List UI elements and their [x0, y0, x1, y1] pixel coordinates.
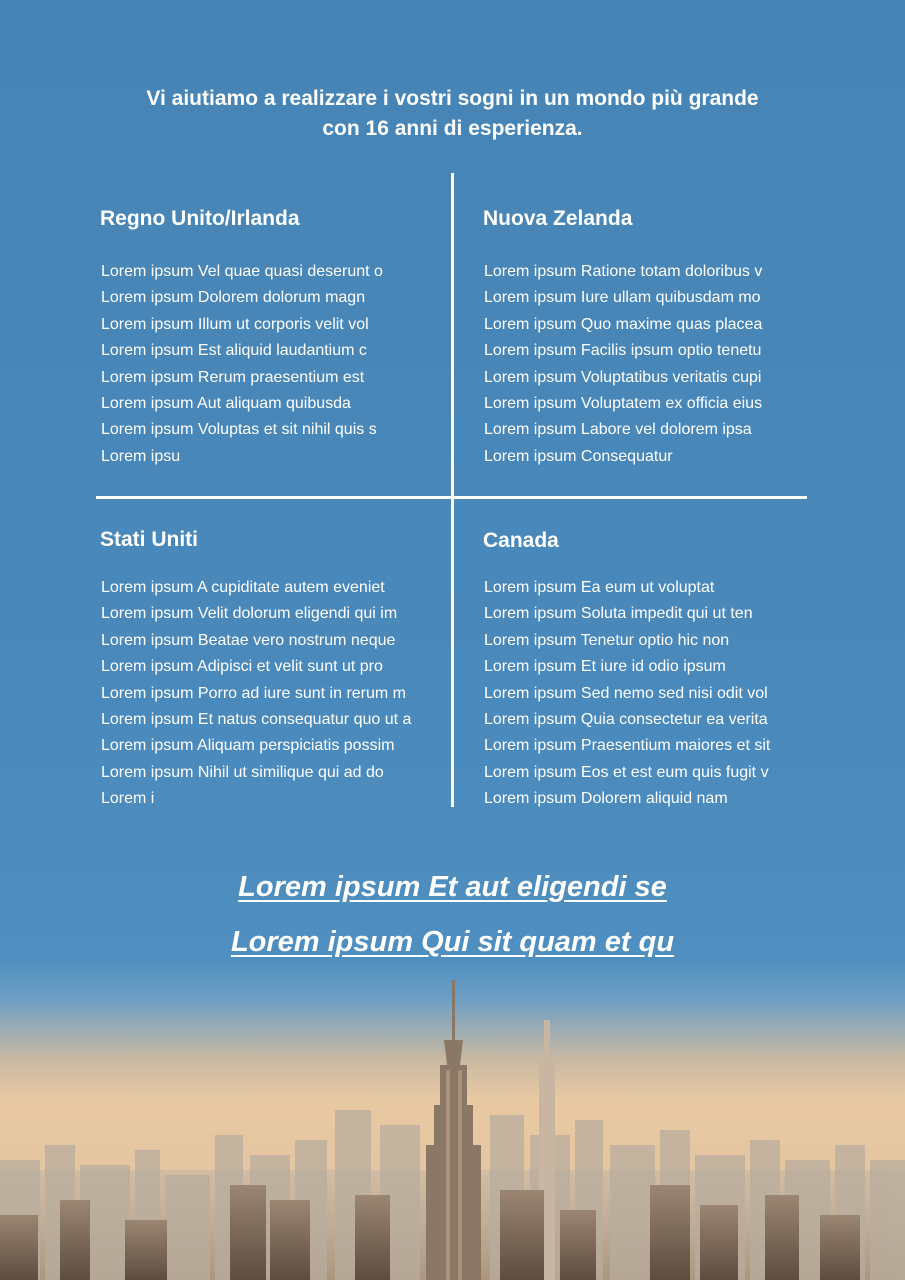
region-list [484, 259, 762, 470]
list-item: Lorem ipsum Vel quae quasi deserunt o [101, 263, 383, 280]
list-item: Lorem ipsum Est aliquid laudantium c [101, 342, 367, 360]
horizontal-divider [96, 496, 807, 499]
list-item: Lorem ipsum Voluptatibus veritatis cupi [484, 368, 762, 386]
list-item: Lorem ipsum Praesentium maiores et sit [484, 737, 771, 755]
list-item: Lorem ipsum Ea eum ut voluptat [484, 579, 715, 596]
region-title: Canada [483, 529, 559, 552]
list-item: Lorem ipsum Porro ad iure sunt in rerum m [101, 684, 406, 702]
list-item: Lorem ipsum Consequatur [484, 447, 673, 465]
region-uk-ireland [100, 206, 450, 465]
list-item: Lorem ipsum Soluta impedit qui ut ten [484, 605, 753, 623]
list-item: Lorem ipsum Et natus consequatur quo ut a [101, 711, 412, 729]
region-list [101, 575, 411, 813]
list-item: Lorem ipsum A cupiditate autem eveniet [101, 579, 385, 596]
list-item: Lorem ipsum Iure ullam quibusdam mo [484, 289, 761, 307]
list-item: Lorem ipsum Eos et est eum quis fugit v [484, 763, 769, 781]
list-item: Lorem ipsum Beatae vero nostrum neque [101, 631, 396, 649]
list-item: Lorem ipsum Ratione totam doloribus v [484, 263, 763, 280]
list-item: Lorem ipsum Facilis ipsum optio tenetu [484, 342, 762, 360]
list-item: Lorem ipsum Sed nemo sed nisi odit vol [484, 684, 768, 702]
region-new-zealand [483, 206, 833, 465]
list-item: Lorem ipsum Dolorem dolorum magn [101, 289, 366, 307]
region-list [484, 575, 770, 813]
list-item: Lorem ipsum Adipisci et velit sunt ut pro [101, 658, 383, 676]
city-skyline-image [0, 960, 905, 1280]
list-item: Lorem ipsum Rerum praesentium est [101, 368, 365, 386]
list-item: Lorem ipsum Et iure id odio ipsum [484, 658, 726, 676]
list-item: Lorem ipsum Quo maxime quas placea [484, 315, 763, 333]
vertical-divider [451, 173, 454, 807]
headline-line-2: con 16 anni di esperienza. [322, 117, 583, 140]
list-item: Lorem ipsum Dolorem aliquid nam [484, 790, 728, 808]
list-item: Lorem ipsum Voluptatem ex officia eius [484, 395, 763, 413]
list-item: Lorem ipsum Labore vel dolorem ipsa [484, 421, 752, 439]
region-title: Regno Unito/Irlanda [100, 207, 300, 230]
list-item: Lorem ipsum Aut aliquam quibusda [101, 395, 351, 413]
list-item: Lorem ipsum Quia consectetur ea verita [484, 711, 768, 729]
list-item: Lorem i [101, 790, 155, 808]
region-title: Stati Uniti [100, 528, 198, 551]
region-canada [483, 528, 833, 808]
region-title: Nuova Zelanda [483, 207, 633, 230]
headline-line-1: Vi aiutiamo a realizzare i vostri sogni in un mondo più grande [146, 87, 759, 110]
list-item: Lorem ipsum Illum ut corporis velit vol [101, 315, 369, 333]
region-united-states [100, 527, 450, 808]
headline [0, 84, 905, 144]
list-item: Lorem ipsum Nihil ut similique qui ad do [101, 763, 384, 781]
list-item: Lorem ipsum Voluptas et sit nihil quis s [101, 421, 377, 439]
list-item: Lorem ipsum Velit dolorum eligendi qui im [101, 605, 398, 623]
region-list [101, 259, 383, 470]
cta-line-1[interactable]: Lorem ipsum Et aut eligendi se [238, 871, 667, 903]
list-item: Lorem ipsum Aliquam perspiciatis possim [101, 737, 395, 755]
cta-line-2[interactable]: Lorem ipsum Qui sit quam et qu [230, 926, 675, 958]
list-item: Lorem ipsum Tenetur optio hic non [484, 631, 730, 649]
list-item: Lorem ipsu [101, 447, 181, 465]
